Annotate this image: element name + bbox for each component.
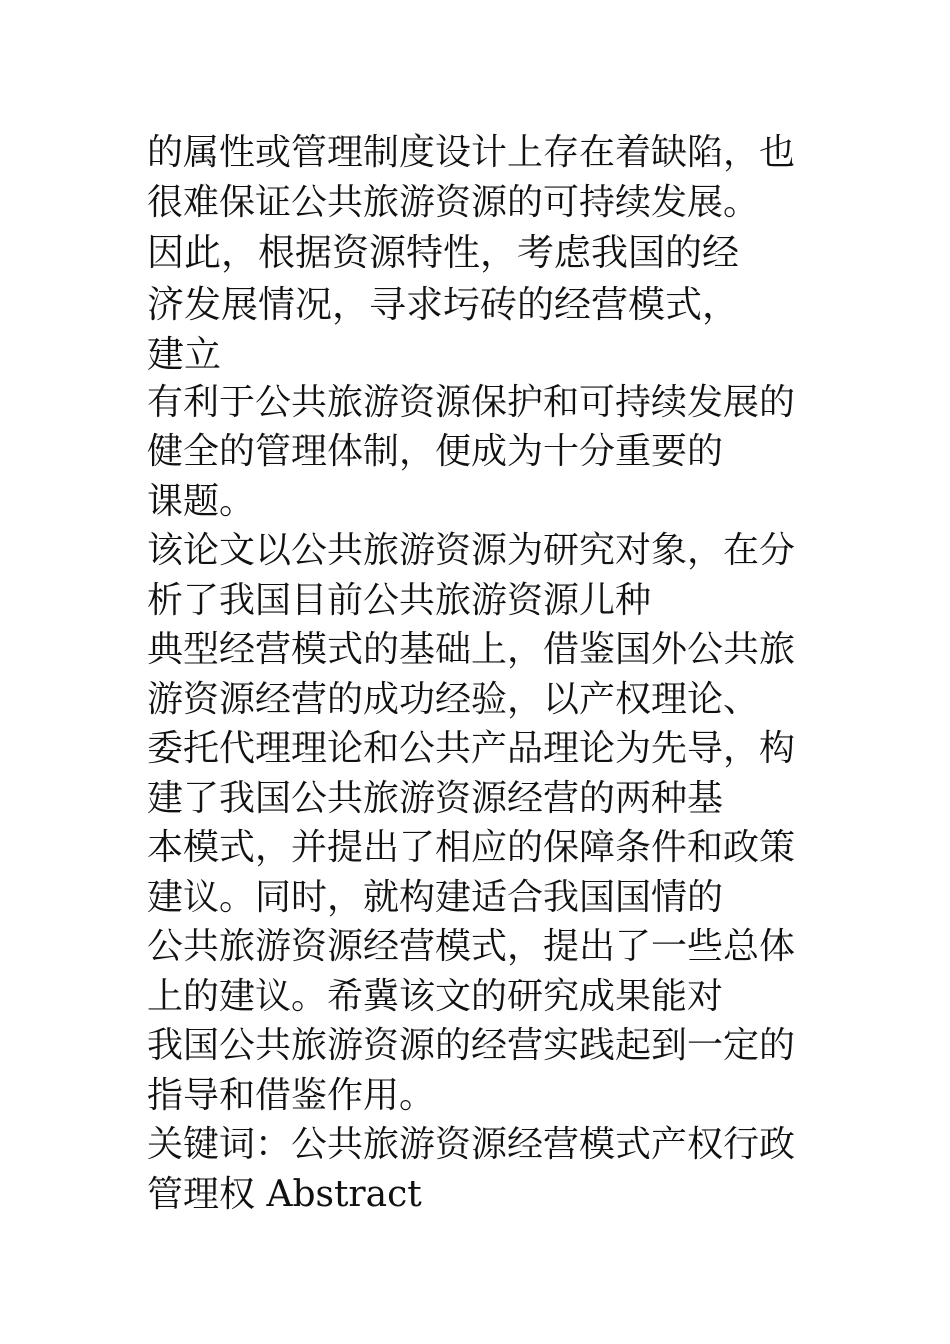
text-line: 有利于公共旅游资源保护和可持续发展的 — [147, 382, 796, 423]
text-line: 建议。同时，就构建适合我国国情的 — [147, 877, 724, 918]
text-line: 本模式，并提出了相应的保障条件和政策 — [147, 827, 796, 868]
text-line: 游资源经营的成功经验，以产权理论、 — [147, 679, 760, 720]
text-line: 济发展情况，寻求圬砖的经营模式， — [147, 283, 739, 326]
text-line: 因此，根据资源特性，考虑我国的经 — [147, 231, 739, 274]
text-line: 上的建议。希冀该文的研究成果能对 — [147, 976, 724, 1017]
text-line: 我国公共旅游资源的经营实践起到一定的 — [147, 1025, 796, 1066]
text-line: 建立 — [147, 333, 221, 376]
text-line: 典型经营模式的基础上，借鉴国外公共旅 — [147, 629, 796, 670]
text-line: 该论文以公共旅游资源为研究对象，在分 — [147, 530, 796, 571]
keywords-line: 关键词：公共旅游资源经营模式产权行政 — [147, 1124, 796, 1165]
text-line: 课题。 — [147, 481, 256, 522]
text-line: 委托代理理论和公共产品理论为先导，构 — [147, 728, 796, 769]
text-line: 很难保证公共旅游资源的可持续发展。 — [147, 182, 760, 223]
text-line: 建了我国公共旅游资源经营的两种基 — [147, 778, 724, 819]
text-line: 健全的管理体制，便成为十分重要的 — [147, 431, 724, 472]
text-line: 析了我国目前公共旅游资源儿种 — [147, 580, 652, 621]
text-line: 的属性或管理制度设计上存在着缺陷，也 — [147, 132, 796, 173]
text-line: 公共旅游资源经营模式，提出了一些总体 — [147, 926, 796, 967]
keywords-line-continued: 管理权 Abstract — [147, 1174, 422, 1215]
text-line: 指导和借鉴作用。 — [147, 1075, 436, 1116]
